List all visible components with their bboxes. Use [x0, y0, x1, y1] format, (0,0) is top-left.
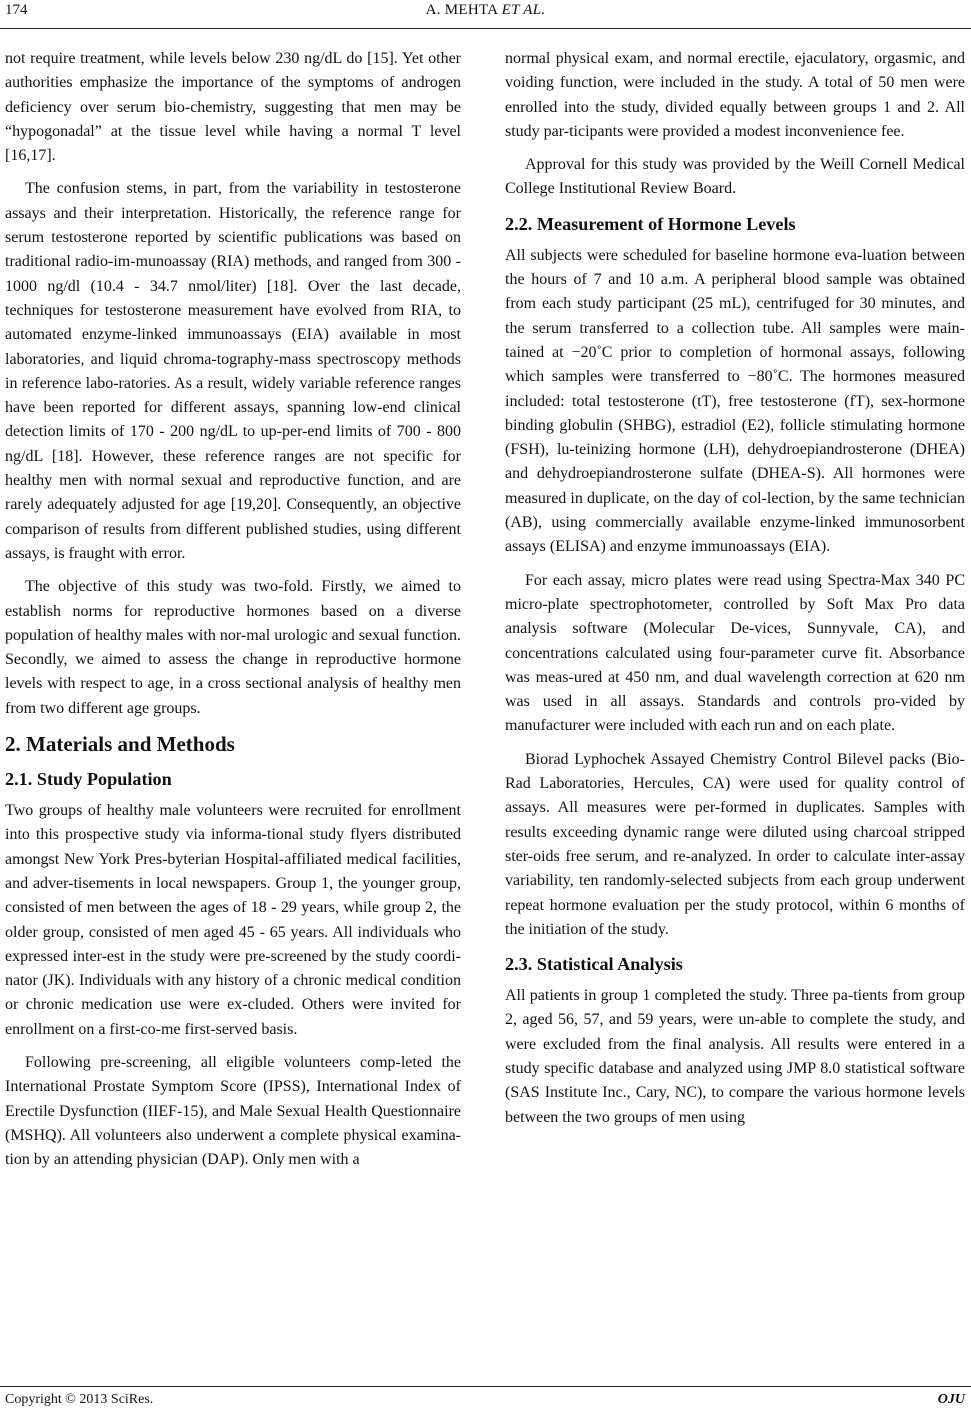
- footer-rule: [0, 1386, 971, 1387]
- copyright-notice: Copyright © 2013 SciRes.: [5, 1392, 154, 1407]
- paragraph: Following pre-screening, all eligible volunteers comp-leted the International Prostate Symptom Score (IPSS), International Index of Erectile Dysfunction (IIEF-15), and Male Sexual Health Questionnaire (MSHQ). All volunteers also underwent a complete physical examina-tion by an attending physician (DAP). Only men with a: [5, 1053, 461, 1169]
- header-rule: [0, 28, 971, 29]
- page-footer: [0, 1386, 971, 1410]
- paragraph: not require treatment, while levels below 230 ng/dL do [15]. Yet other authorities emphasize the importance of the symptoms of androgen deficiency over serum bio-chemistry, suggesting that men may be “hypogonadal” at the tissue level while having a normal T level [16,17].: [5, 50, 461, 165]
- paragraph: For each assay, micro plates were read using Spectra-Max 340 PC micro-plate spectrophotometer, controlled by Soft Max Pro data analysis software (Molecular De-vices, Sunnyvale, CA), and concentrations calculated using four-parameter curve fit. Absorbance was meas-ured at 450 nm, and dual wavelength correction at 620 nm was used in all assays. Standards and controls pro-vided by manufacturer were included with each run and on each plate.: [505, 571, 965, 735]
- subsection-heading-study-population: 2.1. Study Population: [5, 769, 172, 790]
- journal-abbreviation: OJU: [937, 1392, 965, 1407]
- running-head: [0, 2, 971, 19]
- paragraph: All patients in group 1 completed the study. Three pa-tients from group 2, aged 56, 57, and 59 years, were un-able to complete the study, and were excluded from the final analysis. All results were entered in a study specific database and analyzed using JMP 8.0 statistical software (SAS Institute Inc., Cary, NC), to compare the various hormone levels between the two groups of men using: [505, 987, 965, 1126]
- page-number: 174: [5, 2, 28, 18]
- subsection-heading-statistical-analysis: 2.3. Statistical Analysis: [505, 954, 683, 975]
- paragraph: Approval for this study was provided by the Weill Cornell Medical College Institutional Review Board.: [505, 156, 965, 198]
- running-head-et-al: ET AL.: [501, 2, 546, 18]
- paragraph: normal physical exam, and normal erectile, ejaculatory, orgasmic, and voiding function, were included in the study. A total of 50 men were enrolled into the study, divided equally between groups 1 and 2. All study par-ticipants were provided a modest inconvenience fee.: [505, 50, 965, 140]
- paragraph: Biorad Lyphochek Assayed Chemistry Control Bilevel packs (Bio-Rad Laboratories, Hercules, CA) were used for quality control of assays. All measures were per-formed in duplicates. Samples with results exceeding dynamic range were diluted using charcoal stripped ster-oids free serum, and re-analyzed. In order to calculate inter-assay variability, ten randomly-selected subjects from each group underwent repeat hormone evaluation per the study protocol, within 6 months of the initiation of the study.: [505, 750, 965, 938]
- paragraph: Two groups of healthy male volunteers were recruited for enrollment into this prospective study via informa-tional study flyers distributed amongst New York Pres-byterian Hospital-affiliated medical facilities, and adver-tisements in local newspapers. Group 1, the younger group, consisted of men between the ages of 18 - 29 years, while group 2, the older group, consisted of men aged 45 - 65 years. All individuals who expressed inter-est in the study were pre-screened by the study coordi-nator (JK). Individuals with any history of a chronic medical condition or chronic medication use were ex-cluded. Others were invited for enrollment on a first-co-me first-served basis.: [5, 802, 461, 1038]
- paragraph: The confusion stems, in part, from the variability in testosterone assays and their interpretation. Historically, the reference range for serum testosterone reported by scientific publications was based on traditional radio-im-munoassay (RIA) methods, and ranged from 300 - 1000 ng/dl (10.4 - 34.7 nmol/liter) [18]. Over the last decade, techniques for testosterone measurement have evolved from RIA, to automated enzyme-linked immunoassays (EIA) available in most laboratories, and liquid chroma-tography-mass spectroscopy methods in reference labo-ratories. As a result, widely variable reference ranges have been reported for different assays, spanning low-end clinical detection limits of 170 - 200 ng/dL to up-per-end limits of 700 - 800 ng/dL [18]. However, these reference ranges are not specific for healthy men with normal sexual and reproductive function, and are rarely adequately adjusted for age [19,20]. Consequently, an objective comparison of results from different published studies, using different assays, is fraught with error.: [5, 180, 461, 562]
- left-column: [5, 47, 461, 1181]
- right-column: [505, 47, 965, 1139]
- paragraph: All subjects were scheduled for baseline hormone eva-luation between the hours of 7 and 10 a.m. A peripheral blood sample was obtained from each study participant (25 mL), centrifuged for 30 minutes, and the serum transferred to a collection tube. All samples were main-tained at −20˚C prior to completion of hormonal assays, following which samples were transferred to −80˚C. The hormones measured included: total testosterone (tT), free testosterone (fT), sex-hormone binding globulin (SHBG), estradiol (E2), follicle stimulating hormone (FSH), lu-teinizing hormone (LH), dehydroepiandrosterone (DHEA) and dehydroepiandrosterone sulfate (DHEA-S). All hormones were measured in duplicate, on the day of col-lection, by the same technician (AB), using commercially available enzyme-linked immunosorbent assays (ELISA) and enzyme immunoassays (EIA).: [505, 246, 965, 556]
- page-header: [0, 0, 971, 30]
- section-heading-materials-methods: 2. Materials and Methods: [5, 732, 235, 757]
- subsection-heading-hormone-levels: 2.2. Measurement of Hormone Levels: [505, 213, 796, 234]
- paragraph: The objective of this study was two-fold. Firstly, we aimed to establish norms for reproductive hormones based on a diverse population of healthy males with nor-mal urologic and sexual function. Secondly, we aimed to assess the change in reproductive hormone levels with respect to age, in a cross sectional analysis of healthy men from two different age groups.: [5, 578, 461, 717]
- running-head-authors: A. MEHTA: [425, 2, 498, 18]
